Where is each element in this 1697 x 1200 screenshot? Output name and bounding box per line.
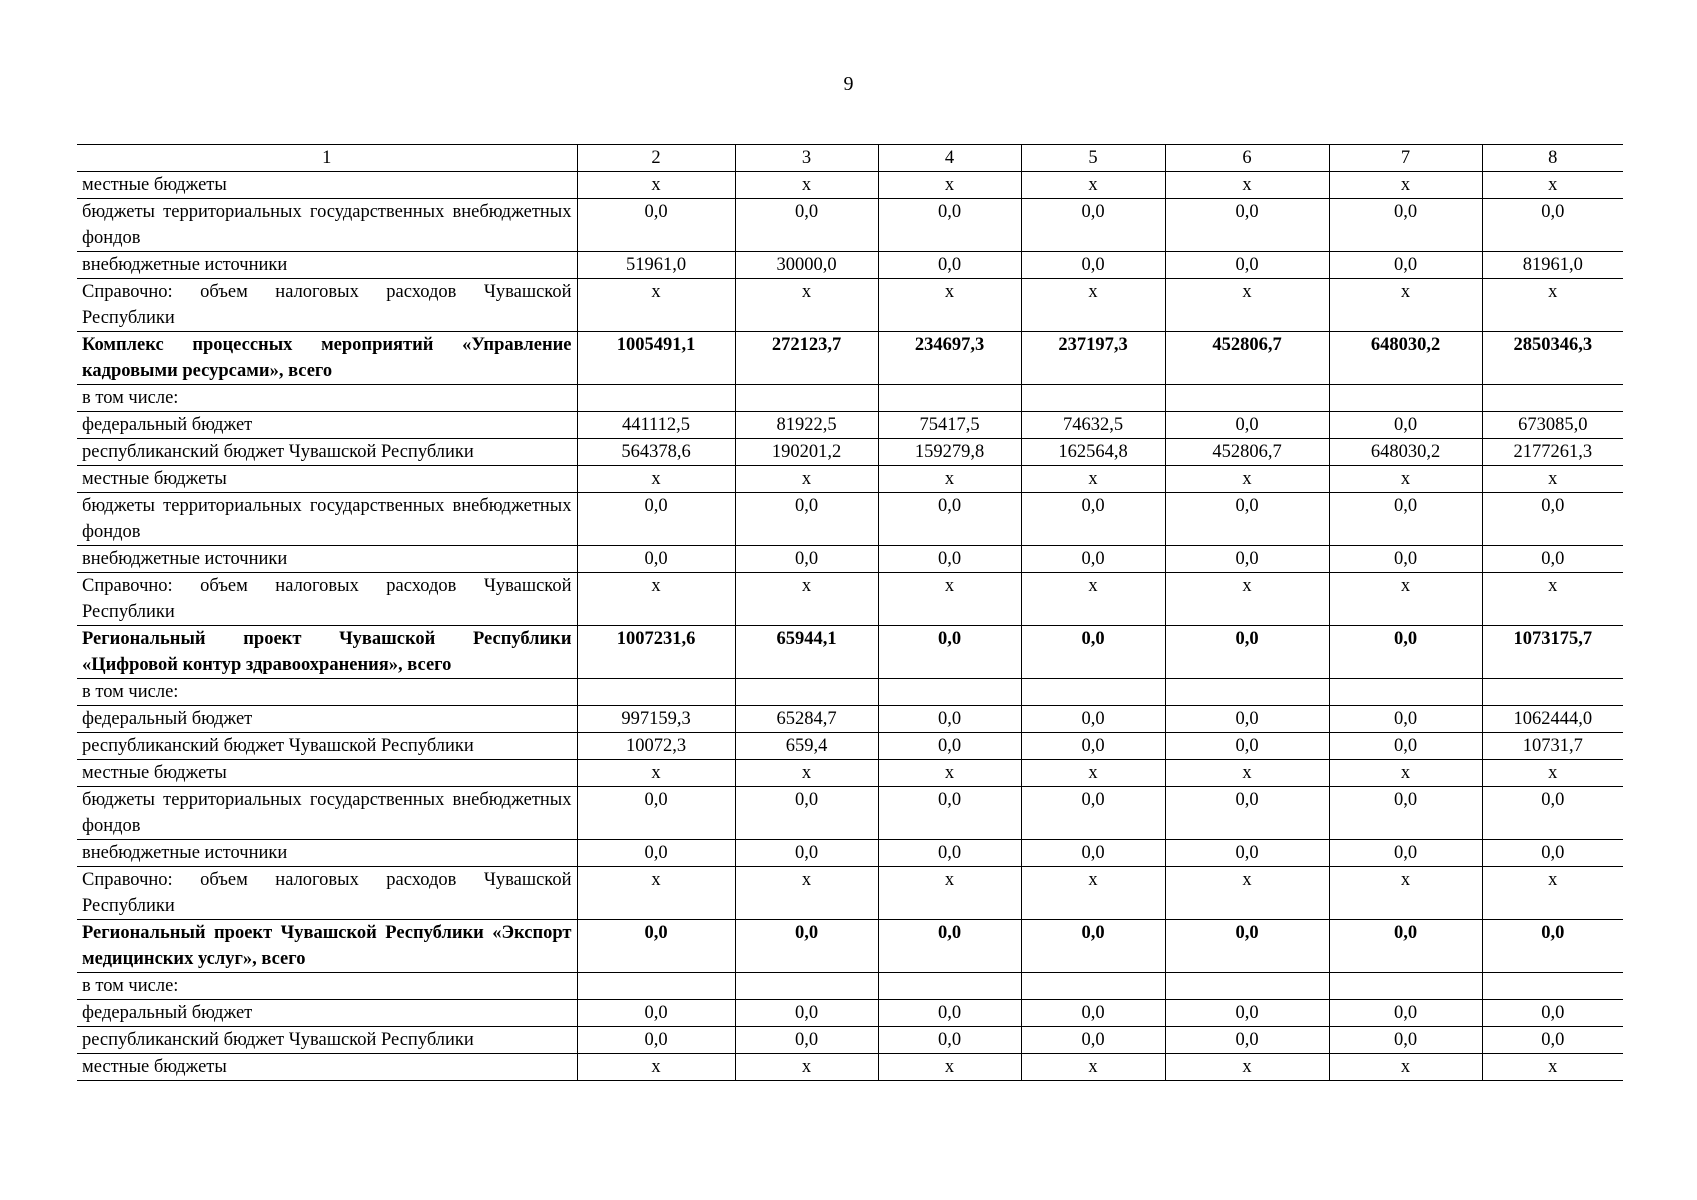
value-cell: x: [577, 573, 735, 626]
row-label: республиканский бюджет Чувашской Республики: [77, 1027, 577, 1054]
row-label: в том числе:: [77, 385, 577, 412]
value-cell: x: [1329, 760, 1482, 787]
value-cell: x: [1329, 573, 1482, 626]
value-cell: [1021, 679, 1165, 706]
value-cell: 564378,6: [577, 439, 735, 466]
value-cell: x: [878, 279, 1021, 332]
row-label: в том числе:: [77, 973, 577, 1000]
value-cell: x: [878, 760, 1021, 787]
value-cell: 162564,8: [1021, 439, 1165, 466]
value-cell: x: [1482, 760, 1623, 787]
value-cell: x: [1165, 1054, 1329, 1081]
row-label: Справочно: объем налоговых расходов Чувашской Республики: [77, 867, 577, 920]
column-number: 5: [1021, 145, 1165, 172]
table-row-total: [77, 920, 1623, 973]
value-cell: 51961,0: [577, 252, 735, 279]
value-cell: 997159,3: [577, 706, 735, 733]
value-cell: 0,0: [878, 626, 1021, 679]
row-label: Справочно: объем налоговых расходов Чувашской Республики: [77, 573, 577, 626]
value-cell: 0,0: [878, 920, 1021, 973]
table-row: [77, 279, 1623, 332]
row-label: местные бюджеты: [77, 466, 577, 493]
value-cell: 272123,7: [735, 332, 878, 385]
value-cell: 0,0: [1329, 920, 1482, 973]
value-cell: 0,0: [735, 546, 878, 573]
value-cell: 0,0: [1329, 199, 1482, 252]
row-label: Комплекс процессных мероприятий «Управление кадровыми ресурсами», всего: [77, 332, 577, 385]
value-cell: 0,0: [1329, 546, 1482, 573]
value-cell: [735, 973, 878, 1000]
column-number-row: [77, 145, 1623, 172]
value-cell: 0,0: [878, 1027, 1021, 1054]
row-label: бюджеты территориальных государственных внебюджетных фондов: [77, 199, 577, 252]
table-row: [77, 867, 1623, 920]
value-cell: [1165, 679, 1329, 706]
value-cell: [1482, 385, 1623, 412]
value-cell: 0,0: [1021, 546, 1165, 573]
value-cell: 0,0: [1021, 840, 1165, 867]
value-cell: x: [1021, 760, 1165, 787]
value-cell: [1329, 679, 1482, 706]
value-cell: x: [1165, 867, 1329, 920]
value-cell: x: [1482, 466, 1623, 493]
value-cell: 190201,2: [735, 439, 878, 466]
value-cell: 648030,2: [1329, 439, 1482, 466]
value-cell: 0,0: [1021, 787, 1165, 840]
value-cell: 1062444,0: [1482, 706, 1623, 733]
value-cell: 0,0: [1021, 199, 1165, 252]
value-cell: [1021, 385, 1165, 412]
value-cell: x: [1329, 867, 1482, 920]
value-cell: 0,0: [1329, 1027, 1482, 1054]
table-row: [77, 1054, 1623, 1081]
value-cell: x: [735, 279, 878, 332]
row-label: местные бюджеты: [77, 1054, 577, 1081]
value-cell: [577, 679, 735, 706]
value-cell: 10072,3: [577, 733, 735, 760]
table-row: [77, 252, 1623, 279]
value-cell: 2850346,3: [1482, 332, 1623, 385]
value-cell: x: [577, 279, 735, 332]
value-cell: 0,0: [878, 840, 1021, 867]
value-cell: 0,0: [878, 706, 1021, 733]
value-cell: [1165, 385, 1329, 412]
value-cell: 0,0: [577, 920, 735, 973]
value-cell: x: [1021, 867, 1165, 920]
value-cell: [1329, 973, 1482, 1000]
row-label: местные бюджеты: [77, 760, 577, 787]
value-cell: x: [1021, 1054, 1165, 1081]
value-cell: x: [1482, 573, 1623, 626]
value-cell: [878, 385, 1021, 412]
table-row: [77, 412, 1623, 439]
value-cell: x: [577, 172, 735, 199]
row-label: федеральный бюджет: [77, 412, 577, 439]
table-row: [77, 1000, 1623, 1027]
value-cell: [577, 385, 735, 412]
value-cell: x: [577, 466, 735, 493]
value-cell: 65944,1: [735, 626, 878, 679]
value-cell: 0,0: [1329, 493, 1482, 546]
value-cell: 1007231,6: [577, 626, 735, 679]
value-cell: 0,0: [735, 1027, 878, 1054]
value-cell: 0,0: [577, 546, 735, 573]
value-cell: x: [735, 172, 878, 199]
value-cell: x: [1482, 279, 1623, 332]
row-label: внебюджетные источники: [77, 546, 577, 573]
value-cell: x: [1329, 279, 1482, 332]
value-cell: 0,0: [878, 1000, 1021, 1027]
value-cell: x: [1021, 466, 1165, 493]
value-cell: 0,0: [1329, 626, 1482, 679]
value-cell: x: [1165, 573, 1329, 626]
table-row: [77, 573, 1623, 626]
value-cell: 441112,5: [577, 412, 735, 439]
value-cell: 0,0: [1021, 1027, 1165, 1054]
value-cell: 0,0: [1165, 787, 1329, 840]
value-cell: 0,0: [577, 493, 735, 546]
value-cell: x: [1482, 1054, 1623, 1081]
row-label: внебюджетные источники: [77, 252, 577, 279]
value-cell: x: [735, 1054, 878, 1081]
value-cell: 452806,7: [1165, 439, 1329, 466]
row-label: в том числе:: [77, 679, 577, 706]
value-cell: 0,0: [1329, 733, 1482, 760]
value-cell: x: [878, 466, 1021, 493]
row-label: федеральный бюджет: [77, 706, 577, 733]
table-row: [77, 760, 1623, 787]
value-cell: 0,0: [577, 1000, 735, 1027]
value-cell: x: [1021, 172, 1165, 199]
value-cell: 0,0: [1165, 840, 1329, 867]
value-cell: 0,0: [1021, 626, 1165, 679]
table-row: [77, 546, 1623, 573]
value-cell: 0,0: [1021, 920, 1165, 973]
value-cell: 0,0: [735, 493, 878, 546]
value-cell: 65284,7: [735, 706, 878, 733]
value-cell: 1073175,7: [1482, 626, 1623, 679]
value-cell: [735, 679, 878, 706]
value-cell: x: [1165, 172, 1329, 199]
value-cell: x: [1165, 466, 1329, 493]
value-cell: 0,0: [1482, 493, 1623, 546]
value-cell: 0,0: [1165, 920, 1329, 973]
value-cell: 0,0: [1482, 787, 1623, 840]
value-cell: 2177261,3: [1482, 439, 1623, 466]
value-cell: 0,0: [878, 546, 1021, 573]
value-cell: 0,0: [1165, 1027, 1329, 1054]
table-row: [77, 733, 1623, 760]
value-cell: 0,0: [878, 787, 1021, 840]
value-cell: x: [878, 573, 1021, 626]
row-label: бюджеты территориальных государственных внебюджетных фондов: [77, 493, 577, 546]
column-number: 8: [1482, 145, 1623, 172]
value-cell: x: [735, 573, 878, 626]
row-label: местные бюджеты: [77, 172, 577, 199]
value-cell: 30000,0: [735, 252, 878, 279]
value-cell: 0,0: [1165, 546, 1329, 573]
value-cell: 0,0: [1482, 199, 1623, 252]
row-label: республиканский бюджет Чувашской Республики: [77, 439, 577, 466]
value-cell: x: [1165, 279, 1329, 332]
value-cell: 0,0: [1021, 1000, 1165, 1027]
value-cell: 0,0: [878, 493, 1021, 546]
value-cell: x: [878, 1054, 1021, 1081]
value-cell: 234697,3: [878, 332, 1021, 385]
value-cell: 0,0: [878, 199, 1021, 252]
value-cell: x: [577, 1054, 735, 1081]
value-cell: 1005491,1: [577, 332, 735, 385]
row-label: внебюджетные источники: [77, 840, 577, 867]
column-number: 1: [77, 145, 577, 172]
value-cell: 0,0: [1329, 1000, 1482, 1027]
value-cell: 0,0: [1329, 252, 1482, 279]
value-cell: x: [735, 760, 878, 787]
table-row: [77, 706, 1623, 733]
value-cell: 648030,2: [1329, 332, 1482, 385]
value-cell: 0,0: [1165, 199, 1329, 252]
budget-table: [77, 144, 1623, 1081]
value-cell: [1329, 385, 1482, 412]
value-cell: [577, 973, 735, 1000]
value-cell: 0,0: [735, 787, 878, 840]
column-number: 6: [1165, 145, 1329, 172]
value-cell: 0,0: [1165, 733, 1329, 760]
value-cell: x: [735, 466, 878, 493]
value-cell: x: [1329, 466, 1482, 493]
value-cell: 0,0: [1482, 1027, 1623, 1054]
value-cell: 159279,8: [878, 439, 1021, 466]
value-cell: 0,0: [1482, 840, 1623, 867]
value-cell: 0,0: [577, 840, 735, 867]
value-cell: 0,0: [1329, 840, 1482, 867]
column-number: 2: [577, 145, 735, 172]
value-cell: x: [1021, 279, 1165, 332]
row-label: Региональный проект Чувашской Республики «Экспорт медицинских услуг», всего: [77, 920, 577, 973]
table-body: [77, 145, 1623, 1081]
value-cell: x: [577, 867, 735, 920]
value-cell: x: [1329, 172, 1482, 199]
value-cell: 0,0: [1329, 787, 1482, 840]
value-cell: 0,0: [735, 840, 878, 867]
value-cell: 0,0: [878, 733, 1021, 760]
value-cell: 673085,0: [1482, 412, 1623, 439]
table-row: [77, 787, 1623, 840]
table-row: [77, 973, 1623, 1000]
table-row: [77, 172, 1623, 199]
value-cell: 0,0: [1165, 1000, 1329, 1027]
value-cell: 0,0: [1021, 493, 1165, 546]
table-row: [77, 493, 1623, 546]
value-cell: 0,0: [1165, 412, 1329, 439]
column-number: 3: [735, 145, 878, 172]
value-cell: 0,0: [1482, 920, 1623, 973]
table-row-total: [77, 626, 1623, 679]
value-cell: 10731,7: [1482, 733, 1623, 760]
page-number: 9: [843, 73, 854, 95]
value-cell: x: [1021, 573, 1165, 626]
value-cell: 0,0: [1021, 706, 1165, 733]
table-row: [77, 679, 1623, 706]
value-cell: 0,0: [1165, 706, 1329, 733]
row-label: республиканский бюджет Чувашской Республики: [77, 733, 577, 760]
value-cell: x: [577, 760, 735, 787]
value-cell: 0,0: [1165, 252, 1329, 279]
table-row: [77, 199, 1623, 252]
value-cell: 0,0: [735, 920, 878, 973]
value-cell: [1165, 973, 1329, 1000]
value-cell: 0,0: [735, 1000, 878, 1027]
value-cell: [1482, 679, 1623, 706]
value-cell: [878, 679, 1021, 706]
table-row: [77, 1027, 1623, 1054]
value-cell: 0,0: [1021, 252, 1165, 279]
value-cell: 0,0: [1021, 733, 1165, 760]
value-cell: 0,0: [1482, 1000, 1623, 1027]
value-cell: x: [1482, 172, 1623, 199]
value-cell: 659,4: [735, 733, 878, 760]
value-cell: 0,0: [577, 1027, 735, 1054]
table-row: [77, 466, 1623, 493]
value-cell: 0,0: [735, 199, 878, 252]
value-cell: 0,0: [1165, 626, 1329, 679]
value-cell: 0,0: [577, 199, 735, 252]
value-cell: [1021, 973, 1165, 1000]
value-cell: 75417,5: [878, 412, 1021, 439]
value-cell: 0,0: [878, 252, 1021, 279]
value-cell: 237197,3: [1021, 332, 1165, 385]
value-cell: x: [878, 867, 1021, 920]
column-number: 7: [1329, 145, 1482, 172]
table-row-total: [77, 332, 1623, 385]
value-cell: x: [735, 867, 878, 920]
value-cell: 81922,5: [735, 412, 878, 439]
row-label: Региональный проект Чувашской Республики «Цифровой контур здравоохранения», всего: [77, 626, 577, 679]
value-cell: x: [878, 172, 1021, 199]
value-cell: 452806,7: [1165, 332, 1329, 385]
value-cell: [1482, 973, 1623, 1000]
value-cell: x: [1165, 760, 1329, 787]
table-row: [77, 840, 1623, 867]
value-cell: x: [1329, 1054, 1482, 1081]
value-cell: 74632,5: [1021, 412, 1165, 439]
table-row: [77, 385, 1623, 412]
value-cell: 81961,0: [1482, 252, 1623, 279]
value-cell: [735, 385, 878, 412]
value-cell: x: [1482, 867, 1623, 920]
column-number: 4: [878, 145, 1021, 172]
value-cell: 0,0: [1165, 493, 1329, 546]
row-label: Справочно: объем налоговых расходов Чувашской Республики: [77, 279, 577, 332]
value-cell: 0,0: [577, 787, 735, 840]
row-label: бюджеты территориальных государственных внебюджетных фондов: [77, 787, 577, 840]
row-label: федеральный бюджет: [77, 1000, 577, 1027]
value-cell: [878, 973, 1021, 1000]
table-row: [77, 439, 1623, 466]
value-cell: 0,0: [1329, 412, 1482, 439]
value-cell: 0,0: [1482, 546, 1623, 573]
value-cell: 0,0: [1329, 706, 1482, 733]
